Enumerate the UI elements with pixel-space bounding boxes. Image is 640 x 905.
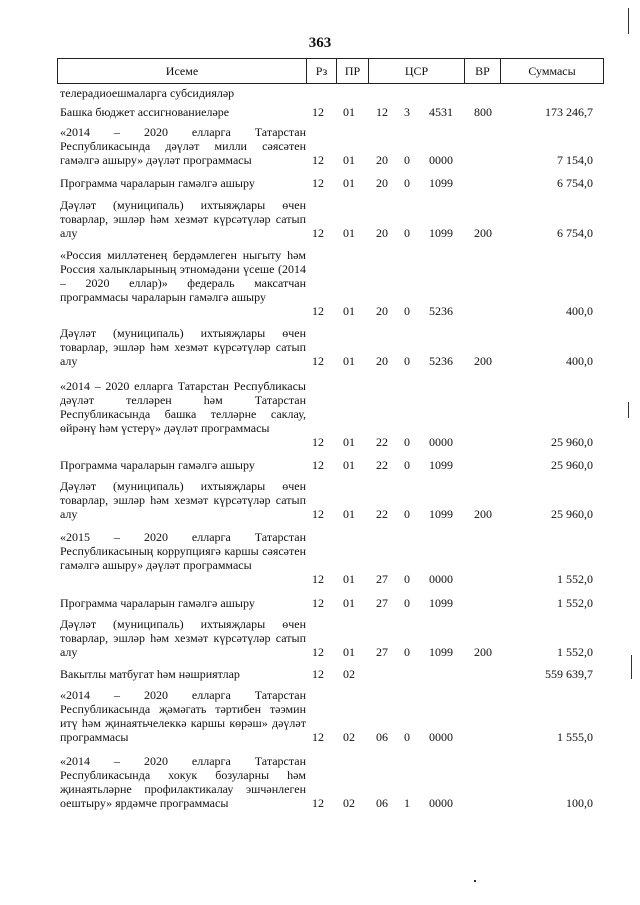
table-row — [0, 754, 640, 810]
row-csr-direction: 5236 — [429, 304, 453, 318]
row-csr-direction: 0000 — [429, 796, 453, 810]
row-sum: 1 552,0 — [557, 645, 593, 659]
table-row — [0, 198, 640, 240]
row-rz: 12 — [312, 572, 324, 586]
row-pr: 01 — [343, 435, 355, 449]
row-csr-subprogram: 0 — [404, 354, 410, 368]
row-name: «2014 – 2020 елларга Татарстан Республикасында җәмәгать тәртибен тәэмин итү һәм җинаятьчелеккә каршы көрәш» дәүләт программасы — [60, 688, 306, 744]
row-csr-subprogram: 0 — [404, 572, 410, 586]
row-vr: 800 — [474, 105, 492, 119]
row-sum: 400,0 — [566, 354, 593, 368]
row-vr: 200 — [474, 226, 492, 240]
table-row — [0, 688, 640, 744]
row-rz: 12 — [312, 645, 324, 659]
row-sum: 1 552,0 — [557, 572, 593, 586]
row-csr-subprogram: 3 — [404, 105, 410, 119]
row-rz: 12 — [312, 458, 324, 472]
row-pr: 01 — [343, 176, 355, 190]
row-csr-program: 12 — [376, 105, 388, 119]
table-row — [0, 105, 640, 119]
row-rz: 12 — [312, 226, 324, 240]
row-rz: 12 — [312, 176, 324, 190]
row-rz: 12 — [312, 730, 324, 744]
row-sum: 1 552,0 — [557, 596, 593, 610]
row-csr-direction: 0000 — [429, 572, 453, 586]
row-csr-subprogram: 0 — [404, 596, 410, 610]
row-pr: 01 — [343, 226, 355, 240]
row-csr-program: 27 — [376, 596, 388, 610]
row-name: Башка бюджет ассигнованиеләре — [60, 105, 230, 119]
scan-dot — [474, 880, 476, 882]
row-pr: 01 — [343, 596, 355, 610]
row-pr: 01 — [343, 507, 355, 521]
row-sum: 400,0 — [566, 304, 593, 318]
row-csr-direction: 1099 — [429, 176, 453, 190]
row-rz: 12 — [312, 304, 324, 318]
row-name: «2015 – 2020 елларга Татарстан Республикасының коррупциягә каршы сәясәтен гамәлгә ашыру» дәүләт программасы — [60, 530, 306, 572]
row-name: «Россия милләтенең бердәмлеген ныгыту һәм Россия халыкларының этномәдәни үсеше (2014 – 2020 еллар)» федераль максатчан программасы чараларын гамәлгә ашыру — [60, 248, 306, 304]
row-csr-program: 27 — [376, 645, 388, 659]
row-rz: 12 — [312, 596, 324, 610]
scan-mark — [628, 8, 629, 34]
header-csr: ЦСР — [369, 59, 465, 83]
header-rz: Рз — [307, 59, 337, 83]
row-pr: 01 — [343, 458, 355, 472]
scan-mark — [631, 655, 632, 679]
table-header — [57, 58, 604, 84]
table-row — [0, 125, 640, 167]
row-csr-program: 22 — [376, 507, 388, 521]
row-rz: 12 — [312, 153, 324, 167]
row-sum: 25 960,0 — [551, 435, 593, 449]
row-pr: 01 — [343, 354, 355, 368]
row-pr: 02 — [343, 667, 355, 681]
row-csr-program: 06 — [376, 796, 388, 810]
row-pr: 01 — [343, 304, 355, 318]
row-pr: 02 — [343, 730, 355, 744]
row-csr-direction: 1099 — [429, 507, 453, 521]
row-name: «2014 – 2020 елларга Татарстан Республикасында дәүләт милли сәясәтен гамәлгә ашыру» дәүләт программасы — [60, 125, 306, 167]
row-csr-subprogram: 0 — [404, 507, 410, 521]
header-vr: ВР — [465, 59, 501, 83]
row-csr-direction: 5236 — [429, 354, 453, 368]
row-csr-direction: 1099 — [429, 226, 453, 240]
row-csr-subprogram: 0 — [404, 730, 410, 744]
row-rz: 12 — [312, 667, 324, 681]
row-name: «2014 – 2020 елларга Татарстан Республикасы дәүләт телләрен һәм Татарстан Республикасында башка телләрне саклау, өйрәнү һәм үстерү» дәүләт программасы — [60, 379, 306, 435]
row-pr: 01 — [343, 153, 355, 167]
table-row — [0, 596, 640, 610]
row-sum: 6 754,0 — [557, 176, 593, 190]
row-csr-program: 20 — [376, 153, 388, 167]
row-name: Программа чараларын гамәлгә ашыру — [60, 176, 255, 190]
row-name: Дәүләт (муниципаль) ихтыяҗлары өчен товарлар, эшләр һәм хезмәт күрсәтүләр сатып алу — [60, 479, 306, 521]
row-pr: 01 — [343, 645, 355, 659]
row-name: Программа чараларын гамәлгә ашыру — [60, 596, 255, 610]
row-csr-direction: 1099 — [429, 596, 453, 610]
table-row — [0, 248, 640, 318]
row-sum: 559 639,7 — [545, 667, 593, 681]
row-sum: 100,0 — [566, 796, 593, 810]
row-csr-direction: 1099 — [429, 645, 453, 659]
header-pr: ПР — [337, 59, 369, 83]
row-sum: 25 960,0 — [551, 507, 593, 521]
row-csr-program: 22 — [376, 458, 388, 472]
row-csr-program: 20 — [376, 176, 388, 190]
row-rz: 12 — [312, 354, 324, 368]
row-csr-direction: 0000 — [429, 435, 453, 449]
table-row — [0, 86, 640, 100]
row-sum: 25 960,0 — [551, 458, 593, 472]
row-name: Дәүләт (муниципаль) ихтыяҗлары өчен товарлар, эшләр һәм хезмәт күрсәтүләр сатып алу — [60, 198, 306, 240]
row-pr: 01 — [343, 105, 355, 119]
row-rz: 12 — [312, 105, 324, 119]
table-row — [0, 667, 640, 681]
row-vr: 200 — [474, 354, 492, 368]
row-pr: 01 — [343, 572, 355, 586]
row-csr-subprogram: 0 — [404, 304, 410, 318]
scan-mark — [628, 402, 629, 418]
row-name: Дәүләт (муниципаль) ихтыяҗлары өчен товарлар, эшләр һәм хезмәт күрсәтүләр сатып алу — [60, 326, 306, 368]
row-csr-direction: 1099 — [429, 458, 453, 472]
row-csr-subprogram: 1 — [404, 796, 410, 810]
row-csr-program: 20 — [376, 226, 388, 240]
row-sum: 6 754,0 — [557, 226, 593, 240]
table-row — [0, 530, 640, 586]
table-row — [0, 379, 640, 449]
row-name: Программа чараларын гамәлгә ашыру — [60, 458, 255, 472]
page-number: 363 — [308, 35, 332, 51]
table-row — [0, 326, 640, 368]
row-vr: 200 — [474, 645, 492, 659]
row-rz: 12 — [312, 507, 324, 521]
row-csr-subprogram: 0 — [404, 176, 410, 190]
row-csr-direction: 0000 — [429, 153, 453, 167]
table-row — [0, 458, 640, 472]
row-name: «2014 – 2020 елларга Татарстан Республикасында хокук бозуларны һәм җинаятьләрне профилактикалау эшчәнлеген оештыру» ярдәмче программасы — [60, 754, 306, 810]
header-name: Исеме — [58, 59, 307, 83]
header-sum: Суммасы — [528, 64, 576, 78]
row-pr: 02 — [343, 796, 355, 810]
row-name: Дәүләт (муниципаль) ихтыяҗлары өчен товарлар, эшләр һәм хезмәт күрсәтүләр сатып алу — [60, 617, 306, 659]
row-csr-subprogram: 0 — [404, 226, 410, 240]
row-vr: 200 — [474, 507, 492, 521]
row-csr-direction: 4531 — [429, 105, 453, 119]
row-csr-program: 20 — [376, 304, 388, 318]
row-csr-subprogram: 0 — [404, 458, 410, 472]
row-sum: 7 154,0 — [557, 153, 593, 167]
row-rz: 12 — [312, 435, 324, 449]
row-name: Вакытлы матбугат һәм нәшриятлар — [60, 667, 240, 681]
row-rz: 12 — [312, 796, 324, 810]
row-csr-subprogram: 0 — [404, 153, 410, 167]
row-csr-program: 20 — [376, 354, 388, 368]
table-row — [0, 176, 640, 190]
row-csr-direction: 0000 — [429, 730, 453, 744]
row-csr-program: 06 — [376, 730, 388, 744]
row-name: телерадиоешмаларга субсидияләр — [60, 86, 235, 100]
row-csr-program: 22 — [376, 435, 388, 449]
row-csr-subprogram: 0 — [404, 435, 410, 449]
row-sum: 1 555,0 — [557, 730, 593, 744]
row-csr-subprogram: 0 — [404, 645, 410, 659]
table-row — [0, 617, 640, 659]
row-sum: 173 246,7 — [545, 105, 593, 119]
row-csr-program: 27 — [376, 572, 388, 586]
table-row — [0, 479, 640, 521]
